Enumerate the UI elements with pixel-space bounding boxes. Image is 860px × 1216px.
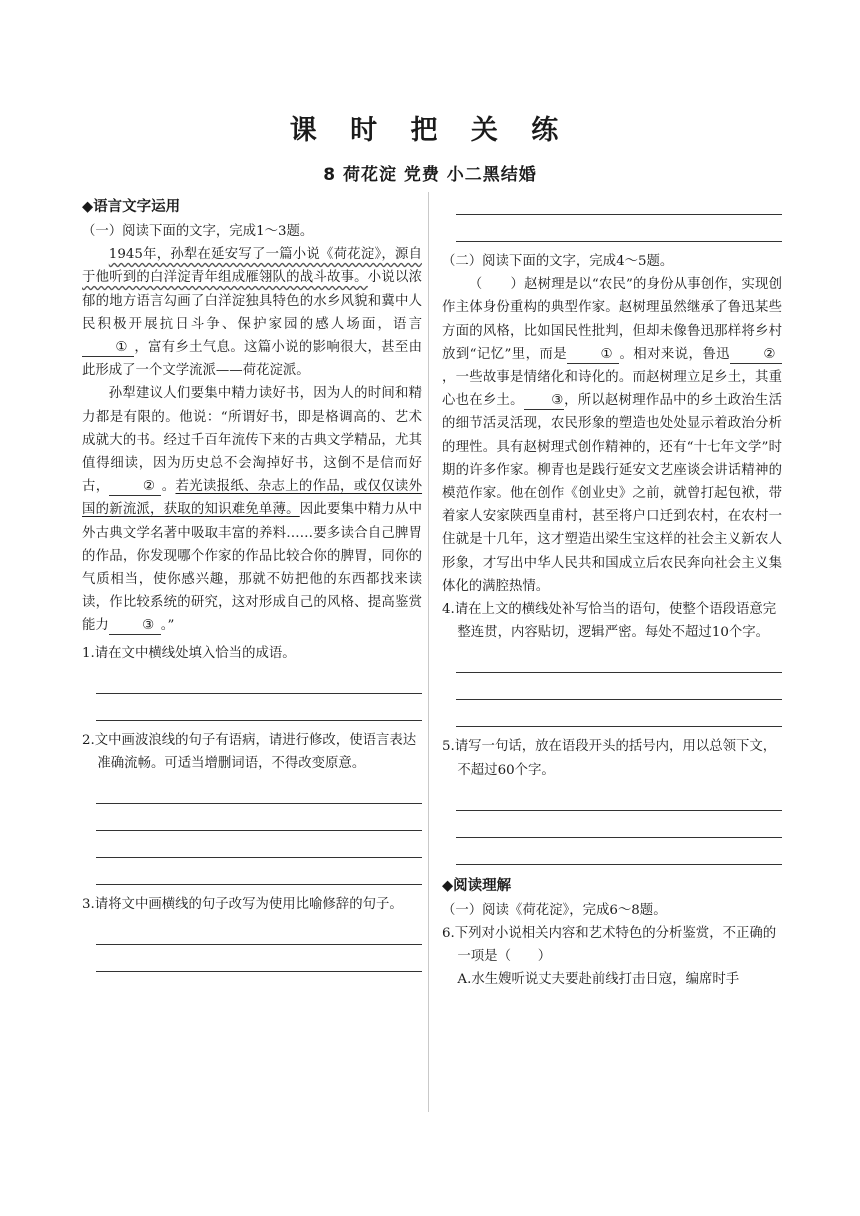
passage-text: ，富有乡土气息。这篇小说的影响很大，甚至由此形成了一个文学流派——荷花淀派。: [82, 340, 422, 379]
part3-intro: （一）阅读《荷花淀》，完成6～8题。: [442, 902, 667, 918]
passage-text: 小说以浓郁的地方语言勾画了白洋淀独具特色的水乡风貌和冀中人民积极开展抗日斗争、保护家园的感人场面，语言: [82, 270, 423, 332]
question-5: 5.请写一句话，放在语段开头的括号内，用以总领下文，不超过60个字。: [442, 739, 777, 778]
question-6-option-a: A.水生嫂听说丈夫要赴前线打击日寇，编席时手: [457, 972, 740, 988]
passage-text: 孙犁建议人们要集中精力读好书，因为人的时间和精力都是有限的。他说：“所谓好书，即是格调高的、艺术成就大的书。经过千百年流传下来的古典文学精品，尤其值得细读，因为历史总不会淘掉好书，这倒不是信而好古，: [82, 386, 422, 495]
answer-line[interactable]: [456, 838, 782, 865]
blank-2[interactable]: ②: [109, 479, 161, 496]
passage-text: 。”: [160, 618, 175, 634]
answer-line[interactable]: [456, 646, 782, 673]
passage-text: ，所以赵树理作品中的乡土政治生活的细节活灵活现，农民形象的塑造也处处显示着政治分析的理性。具有赵树理式创作精神的，还有“十七年文学”时期的许多作家。柳青也是践行延安文艺座谈会讲话精神的模范作家。他在创作《创业史》之前，就曾打起包袱，带着家人安家陕西皇甫村，甚至将户口迁到农村，在农村一住就是十几年，这才塑造出梁生宝这样的社会主义新农人形象，才写出中华人民共和国成立后农民奔向社会主义集体化的满腔热情。: [442, 393, 783, 594]
question-6: 6.下列对小说相关内容和艺术特色的分析鉴赏，不正确的一项是（ ）: [442, 926, 777, 965]
answer-line[interactable]: [456, 700, 782, 727]
answer-line[interactable]: [96, 945, 422, 972]
answer-line[interactable]: [456, 673, 782, 700]
passage-paragraph-3: [442, 273, 782, 598]
section-heading-reading: ◆阅读理解: [442, 877, 512, 894]
question-4: 4.请在上文的横线处补写恰当的语句，使整个语段语意完整连贯，内容贴切，逻辑严密。每处不超过10个字。: [442, 602, 777, 641]
blank-1[interactable]: ①: [567, 347, 619, 364]
part1-intro: （一）阅读下面的文字，完成1～3题。: [82, 224, 314, 239]
close-paren: ）: [510, 277, 525, 293]
underlined-sentence: 若光读报纸、杂志上的作品，或仅仅读外国的新流派，获取的知识难免单薄。: [82, 479, 423, 518]
blank-1[interactable]: ①: [82, 340, 134, 357]
question-2: 2.文中画波浪线的句子有语病，请进行修改，使语言表达准确流畅。可适当增删词语，不得改变原意。: [82, 732, 417, 772]
answer-line[interactable]: [96, 667, 422, 694]
answer-line[interactable]: [96, 694, 422, 721]
blank-3[interactable]: ③: [524, 393, 564, 410]
wavy-underlined-sentence: 1945年，孙犁在延安写了一篇小说《荷花淀》，源自于他听到的白洋淀青年组成雁翎队的战斗故事。: [82, 247, 422, 286]
answer-line[interactable]: [456, 811, 782, 838]
part2-intro: （二）阅读下面的文字，完成4～5题。: [442, 254, 674, 269]
passage-paragraph-1: [82, 243, 422, 382]
answer-line[interactable]: [456, 784, 782, 811]
answer-line[interactable]: [96, 777, 422, 804]
answer-line[interactable]: [96, 858, 422, 885]
passage-text: 赵树理是以“农民”的身份从事创作，实现创作主体身份重构的典型作家。赵树理虽然继承了鲁迅某些方面的风格，比如国民性批判，但却未像鲁迅那样将乡村放到“记忆”里，而是: [442, 277, 782, 362]
column-divider: [428, 192, 429, 1112]
passage-paragraph-2: [82, 382, 422, 637]
open-paren: （: [468, 277, 483, 293]
answer-line[interactable]: [456, 215, 782, 242]
passage-text: 。: [161, 479, 176, 495]
passage-text: 。相对来说，鲁迅: [619, 346, 730, 362]
answer-line[interactable]: [96, 831, 422, 858]
right-column: [442, 194, 782, 992]
answer-line[interactable]: [96, 804, 422, 831]
passage-text: 因此要集中精力从中外古典文学名著中吸取丰富的养料……要多读合自己脾胃的作品，你发现哪个作家的作品比较合你的脾胃，同你的气质相当，使你感兴趣，那就不妨把他的东西都找来读读，作比较系统的研究，这对形成自己的风格、提高鉴赏能力: [82, 502, 423, 634]
lesson-subtitle: 8 荷花淀 党费 小二黑结婚: [323, 165, 537, 185]
answer-line[interactable]: [456, 188, 782, 215]
answer-line[interactable]: [96, 918, 422, 945]
blank-3[interactable]: ③: [109, 618, 161, 635]
blank-2[interactable]: ②: [730, 347, 782, 364]
question-3: 3.请将文中画横线的句子改写为使用比喻修辞的句子。: [82, 897, 403, 913]
question-1: 1.请在文中横线处填入恰当的成语。: [82, 645, 296, 661]
passage-text: ，一些故事是情绪化和诗化的。而赵树理立足乡土，其重心也在乡土。: [442, 370, 782, 409]
left-column: [82, 194, 422, 972]
page-title: 课 时 把 关 练: [289, 115, 571, 146]
section-heading-language: ◆语言文字运用: [82, 199, 181, 215]
